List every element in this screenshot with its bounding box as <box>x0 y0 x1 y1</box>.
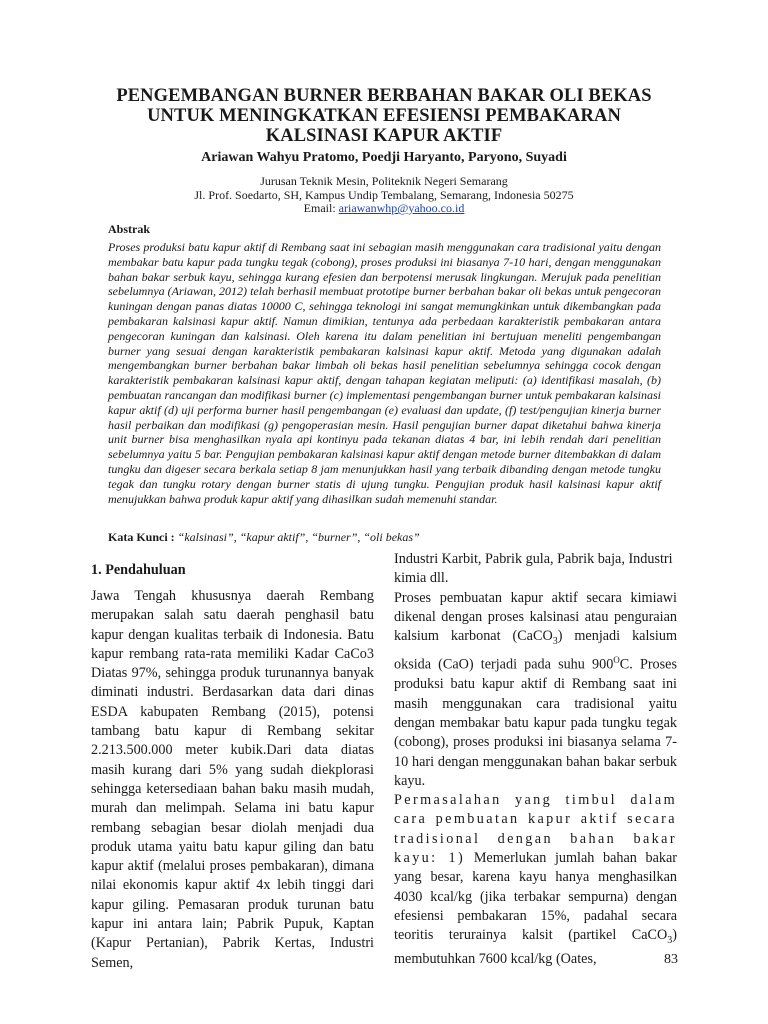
para4-text-b: Memerlukan jumlah bahan bakar yang besar, karena kayu hanya menghasilkan 4030 kcal/kg (jika terbakar sempurna) dengan efesiensi pembakaran 15%, padahal secara teoritis terurainya kalsit (partikel CaCO <box>394 850 677 944</box>
subscript-3b: 3 <box>667 935 673 947</box>
address: Jl. Prof. Soedarto, SH, Kampus Undip Tembalang, Semarang, Indonesia 50275 <box>194 187 574 202</box>
para3-text-b: ) menjadi kalsium oksida (CaO) terjadi pada suhu 900 <box>394 628 677 674</box>
para3-text-a: Proses pembuatan kapur aktif secara kimiawi dikenal dengan proses kalsinasi atau penguraian kalsium karbonat (CaCO <box>394 589 677 645</box>
department: Jurusan Teknik Mesin, Politeknik Negeri Semarang <box>260 174 508 188</box>
right-column <box>394 550 677 970</box>
intro-paragraph-4 <box>394 791 677 970</box>
affiliation-block <box>90 175 678 216</box>
intro-paragraph-1: Jawa Tengah khususnya daerah Rembang merupakan salah satu daerah penghasil batu kapur dengan kualitas terbaik di Indonesia. Batu kapur rembang rata-rata memiliki Kadar CaCo3 Diatas 97%, sehingga produk turunannya banyak diminati industri. Berdasarkan data dari dinas ESDA kabupaten Rembang (2015), potensi tambang batu kapur di Rembang sekitar 2.213.500.000 meter kubik.Dari data diatas masih kurang dari 5% yang sudah diekplorasi sehingga ketersediaan bahan baku masih mudah, murah dan melimpah. Selama ini batu kapur rembang sebagian besar diolah menjadi dua produk utama yaitu batu kapur giling dan batu kapur aktif (melalui proses pembakaran), dimana nilai ekonomis kapur aktif 4x lebih tinggi dari kapur giling. Pemasaran produk turunan batu kapur ini antara lain; Pabrik Pupuk, Kaptan (Kapur Pertanian), Pabrik Kertas, Industri Semen, <box>91 588 374 971</box>
title-line-2: UNTUK MENINGKATKAN EFESIENSI PEMBAKARAN <box>147 106 621 126</box>
para4-text-a: Permasalahan yang timbul dalam cara pembuatan kapur aktif secara tradisional dengan bahan bakar kayu: 1) <box>394 792 677 867</box>
email-label: Email: <box>303 201 339 215</box>
abstract-text: Proses produksi batu kapur aktif di Rembang saat ini sebagian masih menggunakan cara tradisional yaitu dengan membakar batu kapur pada tungku tegak (cobong), proses produksi ini biasanya 7-10 hari, dengan menggunakan bahan bakar serbuk kayu, sehingga kurang efesien dan berpotensi merusak lingkungan. Merujuk pada penelitian sebelumnya (Ariawan, 2012) telah berhasil membuat prototipe burner berbahan bakar oli bekas untuk pengecoran kuningan dengan panas diatas 10000 C, sehingga teknologi ini sangat memungkinkan untuk dikembangkan pada pembakaran kalsinasi kapur aktif. Namun dimikian, tentunya ada perbedaan karakteristik pembakaran antara pengecoran kuningan dan kalsinasi. Oleh karena itu dalam penelitian ini bertujuan meneliti pengembangan burner yang sesuai dengan karakteristik pembakaran kalsinasi kapur aktif. Metoda yang digunakan adalah mengembangkan burner berbahan bakar limbah oli bekas hasil penelitian sebelumnya sehingga cocok dengan karakteristik pembakaran kalsinasi kapur aktif, dengan tahapan kegiatan meliputi: (a) identifikasi masalah, (b) pembuatan rancangan dan modifikasi burner (c) implementasi pengembangan burner untuk pembakaran kalsinasi kapur aktif (d) uji performa burner hasil pengembangan (e) evaluasi dan update, (f) test/pengujian kinerja burner hasil perbaikan dan modifikasi (g) pengoperasian mesin. Hasil pengujian burner dapat diketahui bahwa kinerja unit burner bisa menghasilkan nyala api kontinyu pada tekanan diatas 4 bar, ini lebih rendah dari penelitian sebelumnya yaitu 5 bar. Pengujian pembakaran kalsinasi kapur aktif dengan metode burner ditembakkan di dalam tungku dan digeser secara berkala setiap 8 jam menunjukkan hasil yang terbaik dibanding dengan metode tungku tegak dan tungku rotary dengan burner statis di ujung tungku. Pengujian produk hasil kalsinasi kapur aktif menujukkan bahwa produk kapur aktif yang dihasilkan sudah memenuhi standar. <box>108 240 661 506</box>
email-line <box>90 202 678 216</box>
keywords-label: Kata Kunci : <box>108 530 178 544</box>
paper-title <box>90 86 678 146</box>
page-number: 83 <box>664 952 678 967</box>
left-column <box>91 587 374 973</box>
subscript-3: 3 <box>552 636 558 648</box>
intro-paragraph-3 <box>394 589 677 792</box>
email-link[interactable]: ariawanwhp@yahoo.co.id <box>338 201 465 215</box>
author-list: Ariawan Wahyu Pratomo, Poedji Haryanto, Paryono, Suyadi <box>201 150 567 165</box>
abstract-heading: Abstrak <box>108 222 151 236</box>
section-heading-pendahuluan: 1. Pendahuluan <box>91 562 186 578</box>
title-line-1: PENGEMBANGAN BURNER BERBAHAN BAKAR OLI BEKAS <box>116 86 652 106</box>
intro-paragraph-2: Industri Karbit, Pabrik gula, Pabrik baja, Industri kimia dll. <box>394 551 673 587</box>
title-line-3: KALSINASI KAPUR AKTIF <box>265 126 503 146</box>
degree-superscript: O <box>613 655 620 666</box>
keywords-line <box>108 530 420 545</box>
para4-text-c: ) membutuhkan 7600 kcal/kg (Oates, <box>394 927 677 968</box>
para3-text-c: C. Proses produksi batu kapur aktif di Rembang saat ini masih menggunakan cara tradisional yaitu dengan membakar batu kapur pada tungku tegak (cobong), proses produksi ini biasanya selama 7-10 hari dengan menggunakan bahan bakar serbuk kayu. <box>394 657 677 789</box>
keywords-values: “kalsinasi”, “kapur aktif”, “burner”, “oli bekas” <box>177 530 420 544</box>
